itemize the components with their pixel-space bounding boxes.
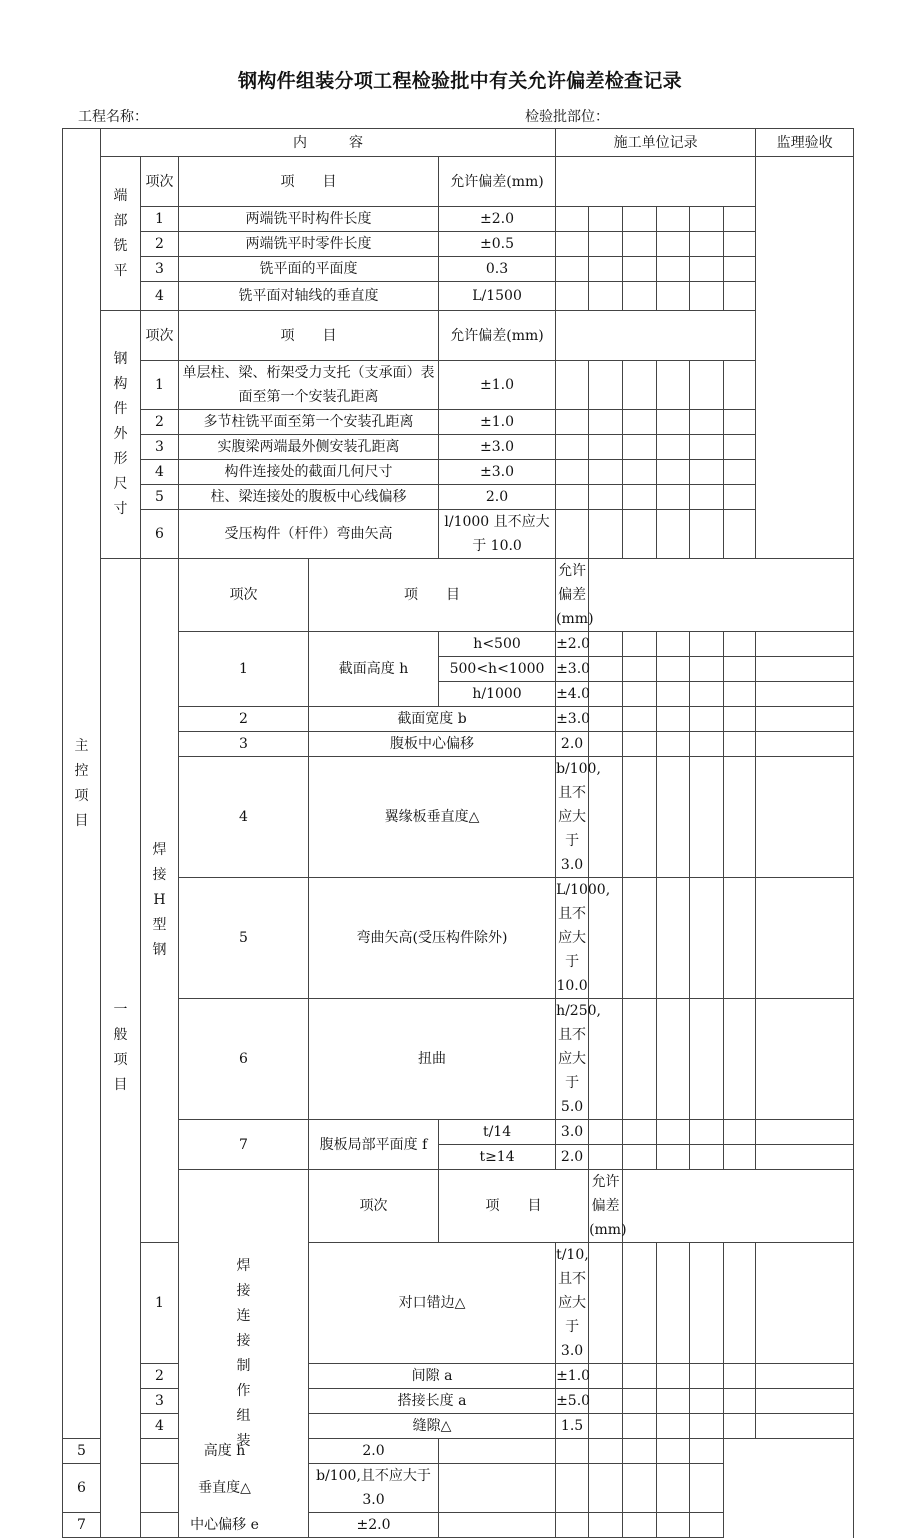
record-cell[interactable] — [589, 657, 623, 682]
tolerance-value: L/1000,且不应大于 10.0 — [556, 878, 589, 999]
record-cell[interactable] — [724, 707, 756, 732]
group-welded-h — [141, 559, 179, 1243]
record-cell[interactable] — [657, 232, 690, 257]
record-cell[interactable] — [690, 257, 724, 282]
record-table-body — [63, 129, 854, 1538]
supervision-acceptance-header: 监理验收 — [756, 129, 854, 157]
record-cell[interactable] — [589, 207, 623, 232]
record-cell[interactable] — [556, 207, 589, 232]
record-cell[interactable] — [623, 435, 657, 460]
tolerance-value: ±4.0 — [556, 682, 589, 707]
item-name: 对口错边△ — [309, 1243, 556, 1364]
document-title: 钢构件组装分项工程检验批中有关允许偏差检查记录 — [238, 70, 682, 92]
record-cell[interactable] — [623, 878, 657, 999]
item-name: 柱、梁连接处的腹板中心线偏移 — [179, 485, 439, 510]
item-no-header: 项次 — [309, 1170, 439, 1243]
record-cell[interactable] — [657, 1364, 690, 1389]
supervision-cell[interactable] — [756, 157, 854, 559]
record-cell[interactable] — [756, 682, 854, 707]
item-no: 4 — [141, 1414, 179, 1439]
record-cell[interactable] — [657, 1389, 690, 1414]
record-cell[interactable] — [724, 282, 756, 311]
record-cell[interactable] — [439, 1513, 556, 1538]
item-no: 4 — [141, 282, 179, 311]
item-name: 两端铣平时构件长度 — [179, 207, 439, 232]
item-name: 缝隙△ — [309, 1414, 556, 1439]
group-component-dims — [101, 311, 141, 559]
table-row — [63, 632, 854, 657]
record-cell[interactable] — [724, 632, 756, 657]
item-no: 4 — [141, 460, 179, 485]
record-cell[interactable] — [556, 410, 589, 435]
record-cell[interactable] — [589, 361, 623, 410]
tolerance-value: ±3.0 — [439, 460, 556, 485]
record-cell[interactable] — [623, 232, 657, 257]
item-no: 1 — [179, 632, 309, 707]
item-name: 中心偏移 e — [141, 1513, 309, 1538]
group-end-milling — [101, 157, 141, 311]
item-no: 1 — [141, 361, 179, 410]
table-row — [63, 410, 854, 435]
item-no: 6 — [141, 510, 179, 559]
record-cell[interactable] — [657, 510, 690, 559]
tolerance-value: ±2.0 — [556, 632, 589, 657]
record-cell[interactable] — [589, 1414, 623, 1439]
table-row — [63, 460, 854, 485]
record-cell[interactable] — [690, 207, 724, 232]
item-header: 项 目 — [309, 559, 556, 632]
item-name: 截面高度 h — [309, 632, 439, 707]
record-cell[interactable] — [690, 1439, 724, 1464]
record-cell[interactable] — [690, 707, 724, 732]
record-cell[interactable] — [690, 510, 724, 559]
tolerance-value: L/1500 — [439, 282, 556, 311]
record-header-blank[interactable] — [623, 1170, 854, 1243]
record-cell[interactable] — [623, 410, 657, 435]
table-row — [63, 435, 854, 460]
record-cell[interactable] — [724, 207, 756, 232]
record-cell[interactable] — [657, 657, 690, 682]
item-name: 铣平面的平面度 — [179, 257, 439, 282]
record-cell[interactable] — [589, 232, 623, 257]
table-row — [63, 1464, 854, 1513]
tolerance-value: 2.0 — [439, 485, 556, 510]
table-row — [63, 757, 854, 878]
tolerance-value: ±3.0 — [439, 435, 556, 460]
record-cell[interactable] — [657, 1414, 690, 1439]
item-name: 铣平面对轴线的垂直度 — [179, 282, 439, 311]
tolerance-value: 3.0 — [556, 1120, 589, 1145]
record-cell[interactable] — [724, 1145, 756, 1170]
record-cell[interactable] — [690, 878, 724, 999]
item-condition: 500<h<1000 — [439, 657, 556, 682]
record-cell[interactable] — [724, 999, 756, 1120]
record-cell[interactable] — [756, 999, 854, 1120]
tolerance-value: ±1.0 — [439, 410, 556, 435]
group-component-dims-label: 钢构件外形尺寸 — [113, 351, 128, 517]
record-cell[interactable] — [724, 1120, 756, 1145]
record-cell[interactable] — [657, 1120, 690, 1145]
record-cell[interactable] — [623, 1364, 657, 1389]
record-cell[interactable] — [589, 1389, 623, 1414]
record-cell[interactable] — [589, 410, 623, 435]
item-name: 弯曲矢高(受压构件除外) — [309, 878, 556, 999]
tolerance-value: ±2.0 — [309, 1513, 439, 1538]
record-cell[interactable] — [724, 460, 756, 485]
record-cell[interactable] — [589, 510, 623, 559]
record-cell[interactable] — [724, 510, 756, 559]
item-name: 单层柱、梁、桁架受力支托（支承面）表面至第一个安装孔距离 — [179, 361, 439, 410]
tolerance-value: t/10,且不应大于 3.0 — [556, 1243, 589, 1364]
record-cell[interactable] — [589, 707, 623, 732]
record-cell[interactable] — [623, 1513, 657, 1538]
table-row — [63, 207, 854, 232]
record-cell[interactable] — [690, 485, 724, 510]
record-cell[interactable] — [556, 1513, 589, 1538]
tolerance-value: ±2.0 — [439, 207, 556, 232]
record-cell[interactable] — [657, 460, 690, 485]
column-header-row — [63, 1170, 854, 1243]
record-cell[interactable] — [623, 707, 657, 732]
record-cell[interactable] — [623, 657, 657, 682]
tolerance-value: ±0.5 — [439, 232, 556, 257]
record-cell[interactable] — [623, 510, 657, 559]
item-name: 搭接长度 a — [309, 1389, 556, 1414]
record-cell[interactable] — [724, 1414, 756, 1439]
record-cell[interactable] — [589, 1464, 623, 1513]
record-cell[interactable] — [657, 732, 690, 757]
record-cell[interactable] — [690, 1513, 724, 1538]
column-header-row — [63, 311, 854, 361]
record-cell[interactable] — [724, 435, 756, 460]
group-welded-h-label: 焊接H型钢 — [152, 842, 167, 958]
item-name: 垂直度△ — [141, 1464, 309, 1513]
record-cell[interactable] — [556, 257, 589, 282]
record-cell[interactable] — [623, 757, 657, 878]
record-cell[interactable] — [589, 460, 623, 485]
record-cell[interactable] — [657, 1464, 690, 1513]
record-cell[interactable] — [690, 361, 724, 410]
record-cell[interactable] — [756, 707, 854, 732]
item-condition: t≥14 — [439, 1145, 556, 1170]
record-cell[interactable] — [657, 757, 690, 878]
record-cell[interactable] — [657, 707, 690, 732]
item-name: 扭曲 — [309, 999, 556, 1120]
record-cell[interactable] — [724, 682, 756, 707]
item-no-header: 项次 — [179, 559, 309, 632]
item-condition: t/14 — [439, 1120, 556, 1145]
record-cell[interactable] — [724, 878, 756, 999]
tolerance-value: 1.5 — [556, 1414, 589, 1439]
record-cell[interactable] — [657, 435, 690, 460]
tolerance-value: ±3.0 — [556, 707, 589, 732]
record-cell[interactable] — [756, 1414, 854, 1439]
record-cell[interactable] — [623, 1414, 657, 1439]
record-cell[interactable] — [657, 1243, 690, 1364]
record-cell[interactable] — [623, 460, 657, 485]
record-cell[interactable] — [623, 682, 657, 707]
item-no-header: 项次 — [141, 157, 179, 207]
table-row — [63, 1439, 854, 1464]
record-cell[interactable] — [623, 207, 657, 232]
record-cell[interactable] — [589, 1243, 623, 1364]
record-cell[interactable] — [690, 1120, 724, 1145]
record-cell[interactable] — [690, 410, 724, 435]
record-cell[interactable] — [690, 732, 724, 757]
item-name: 两端铣平时零件长度 — [179, 232, 439, 257]
item-name: 构件连接处的截面几何尺寸 — [179, 460, 439, 485]
record-cell[interactable] — [756, 1389, 854, 1414]
record-cell[interactable] — [690, 460, 724, 485]
item-name: 腹板中心偏移 — [309, 732, 556, 757]
column-header-row — [63, 157, 854, 207]
item-header: 项 目 — [439, 1170, 589, 1243]
item-no: 6 — [179, 999, 309, 1120]
table-row — [63, 1120, 854, 1145]
record-cell[interactable] — [690, 682, 724, 707]
record-cell[interactable] — [657, 361, 690, 410]
tolerance-value: 0.3 — [439, 257, 556, 282]
inspection-record-table — [62, 128, 854, 1538]
record-cell[interactable] — [623, 632, 657, 657]
tolerance-value: ±3.0 — [556, 657, 589, 682]
record-cell[interactable] — [623, 1389, 657, 1414]
table-row — [63, 732, 854, 757]
record-cell[interactable] — [623, 485, 657, 510]
record-cell[interactable] — [690, 435, 724, 460]
item-no: 2 — [141, 1364, 179, 1389]
record-cell[interactable] — [589, 1439, 623, 1464]
record-cell[interactable] — [657, 410, 690, 435]
record-cell[interactable] — [756, 1145, 854, 1170]
record-cell[interactable] — [657, 1513, 690, 1538]
item-header: 项 目 — [179, 157, 439, 207]
content-header: 内 容 — [101, 129, 556, 157]
item-no: 4 — [179, 757, 309, 878]
record-cell[interactable] — [623, 257, 657, 282]
record-cell[interactable] — [690, 1414, 724, 1439]
table-row — [63, 232, 854, 257]
record-cell[interactable] — [556, 485, 589, 510]
item-no: 1 — [141, 207, 179, 232]
item-condition: h<500 — [439, 632, 556, 657]
tolerance-value: b/100,且不应大于 3.0 — [556, 757, 589, 878]
tolerance-value: 2.0 — [556, 732, 589, 757]
record-cell[interactable] — [623, 732, 657, 757]
tolerance-value: 2.0 — [309, 1439, 439, 1464]
item-no: 7 — [63, 1513, 101, 1538]
item-no: 5 — [141, 485, 179, 510]
record-cell[interactable] — [690, 232, 724, 257]
tolerance-header: 允许偏差(mm) — [556, 559, 589, 632]
item-name: 腹板局部平面度 f — [309, 1120, 439, 1170]
table-row — [63, 878, 854, 999]
record-cell[interactable] — [589, 1145, 623, 1170]
record-cell[interactable] — [439, 1464, 556, 1513]
record-cell[interactable] — [556, 435, 589, 460]
record-cell[interactable] — [623, 1464, 657, 1513]
record-cell[interactable] — [724, 1389, 756, 1414]
item-header: 项 目 — [179, 311, 439, 361]
batch-location-label: 检验批部位： — [525, 109, 609, 125]
item-no-header: 项次 — [141, 311, 179, 361]
record-cell[interactable] — [623, 1439, 657, 1464]
record-cell[interactable] — [690, 1243, 724, 1364]
item-no: 5 — [179, 878, 309, 999]
record-cell[interactable] — [657, 282, 690, 311]
tolerance-value: ±1.0 — [556, 1364, 589, 1389]
record-cell[interactable] — [690, 657, 724, 682]
record-cell[interactable] — [589, 682, 623, 707]
record-cell[interactable] — [690, 632, 724, 657]
item-no: 1 — [141, 1243, 179, 1364]
record-cell[interactable] — [724, 757, 756, 878]
record-cell[interactable] — [556, 361, 589, 410]
item-name: 高度 h — [141, 1439, 309, 1464]
record-header-blank[interactable] — [589, 559, 854, 632]
record-cell[interactable] — [724, 732, 756, 757]
record-cell[interactable] — [690, 757, 724, 878]
record-cell[interactable] — [657, 632, 690, 657]
item-no: 2 — [141, 232, 179, 257]
table-row — [63, 257, 854, 282]
tolerance-header: 允许偏差(mm) — [439, 311, 556, 361]
record-cell[interactable] — [623, 1145, 657, 1170]
record-cell[interactable] — [657, 1439, 690, 1464]
table-row — [63, 999, 854, 1120]
record-cell[interactable] — [589, 632, 623, 657]
record-cell[interactable] — [690, 1464, 724, 1513]
item-no: 3 — [141, 1389, 179, 1414]
record-cell[interactable] — [657, 485, 690, 510]
construction-record-header: 施工单位记录 — [556, 129, 756, 157]
record-cell[interactable] — [724, 1243, 756, 1364]
record-cell[interactable] — [657, 682, 690, 707]
record-cell[interactable] — [556, 510, 589, 559]
record-cell[interactable] — [657, 257, 690, 282]
record-cell[interactable] — [657, 207, 690, 232]
record-cell[interactable] — [439, 1439, 556, 1464]
record-cell[interactable] — [756, 632, 854, 657]
record-cell[interactable] — [623, 1120, 657, 1145]
record-cell[interactable] — [724, 657, 756, 682]
tolerance-value: ±1.0 — [439, 361, 556, 410]
record-cell[interactable] — [724, 410, 756, 435]
table-row — [63, 510, 854, 559]
record-header-blank[interactable] — [556, 311, 756, 361]
item-no: 3 — [141, 257, 179, 282]
record-cell[interactable] — [724, 232, 756, 257]
record-cell[interactable] — [690, 282, 724, 311]
record-cell[interactable] — [589, 1364, 623, 1389]
record-cell[interactable] — [556, 232, 589, 257]
record-cell[interactable] — [724, 1364, 756, 1389]
item-no: 6 — [63, 1464, 101, 1513]
record-cell[interactable] — [623, 361, 657, 410]
item-no: 7 — [179, 1120, 309, 1170]
record-cell[interactable] — [589, 257, 623, 282]
tolerance-value: h/250,且不应大于 5.0 — [556, 999, 589, 1120]
record-cell[interactable] — [657, 999, 690, 1120]
tolerance-header: 允许偏差(mm) — [589, 1170, 623, 1243]
tolerance-value: b/100,且不应大于 3.0 — [309, 1464, 439, 1513]
item-name: 截面宽度 b — [309, 707, 556, 732]
record-cell[interactable] — [756, 732, 854, 757]
item-name: 多节柱铣平面至第一个安装孔距离 — [179, 410, 439, 435]
record-cell[interactable] — [556, 282, 589, 311]
tolerance-value: l/1000 且不应大于 10.0 — [439, 510, 556, 559]
record-cell[interactable] — [724, 257, 756, 282]
tolerance-value: ±5.0 — [556, 1389, 589, 1414]
record-cell[interactable] — [556, 1439, 589, 1464]
record-cell[interactable] — [589, 282, 623, 311]
column-header-row — [63, 559, 854, 632]
record-cell[interactable] — [589, 1513, 623, 1538]
record-header-blank[interactable] — [556, 157, 756, 207]
record-cell[interactable] — [756, 1243, 854, 1364]
project-name-label: 工程名称： — [78, 109, 148, 125]
tolerance-value: 2.0 — [556, 1145, 589, 1170]
record-cell[interactable] — [589, 732, 623, 757]
main-control-category: 主控项目 — [63, 129, 101, 1439]
item-name: 受压构件（杆件）弯曲矢高 — [179, 510, 439, 559]
table-row — [63, 361, 854, 410]
item-condition: h/1000 — [439, 682, 556, 707]
record-cell[interactable] — [623, 282, 657, 311]
item-no: 2 — [179, 707, 309, 732]
table-row — [63, 1513, 854, 1538]
record-cell[interactable] — [589, 435, 623, 460]
record-cell[interactable] — [690, 1389, 724, 1414]
general-category — [101, 559, 141, 1538]
table-row — [63, 485, 854, 510]
group-end-milling-label: 端部铣平 — [113, 187, 128, 279]
table-row — [63, 282, 854, 311]
record-cell[interactable] — [623, 999, 657, 1120]
record-cell[interactable] — [756, 757, 854, 878]
record-cell[interactable] — [756, 878, 854, 999]
record-cell[interactable] — [724, 361, 756, 410]
record-cell[interactable] — [589, 485, 623, 510]
record-cell[interactable] — [657, 1145, 690, 1170]
record-cell[interactable] — [690, 1145, 724, 1170]
item-name: 翼缘板垂直度△ — [309, 757, 556, 878]
record-cell[interactable] — [690, 1364, 724, 1389]
item-no: 5 — [63, 1439, 101, 1464]
group-welded-joint-label: 焊接连接制作组装 — [236, 1257, 251, 1449]
tolerance-header: 允许偏差(mm) — [439, 157, 556, 207]
item-no: 2 — [141, 410, 179, 435]
item-name: 间隙 a — [309, 1364, 556, 1389]
table-row — [63, 707, 854, 732]
record-cell[interactable] — [724, 485, 756, 510]
item-no: 3 — [141, 435, 179, 460]
record-cell[interactable] — [556, 1464, 589, 1513]
item-no: 3 — [179, 732, 309, 757]
record-cell[interactable] — [690, 999, 724, 1120]
record-cell[interactable] — [623, 1243, 657, 1364]
general-category-label: 一般项目 — [113, 1002, 128, 1093]
item-name: 实腹梁两端最外侧安装孔距离 — [179, 435, 439, 460]
record-cell[interactable] — [756, 1364, 854, 1389]
table-header-row — [63, 129, 854, 157]
record-cell[interactable] — [589, 1120, 623, 1145]
record-cell[interactable] — [756, 657, 854, 682]
record-cell[interactable] — [556, 460, 589, 485]
record-cell[interactable] — [756, 1120, 854, 1145]
record-cell[interactable] — [657, 878, 690, 999]
